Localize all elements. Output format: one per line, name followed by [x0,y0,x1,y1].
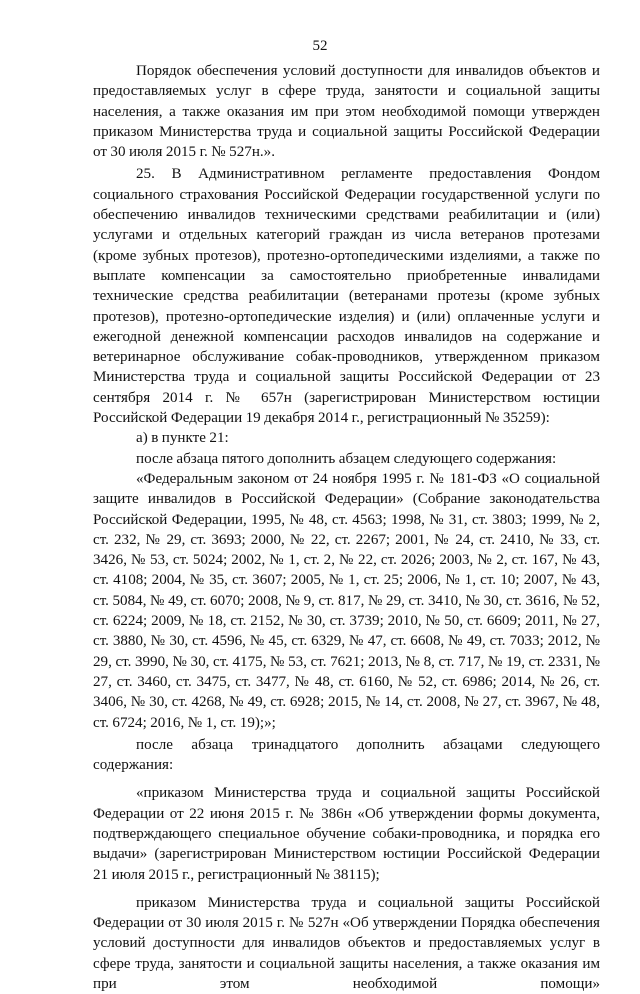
paragraph-procedure-approved: Порядок обеспечения условий доступности для инвалидов объектов и предоставляемых услуг в сфере труда, занятости и социальной защиты населения, а также оказания им при этом необходимой помощи утвержден приказом Министерства труда и социальной защиты Российской Федерации от 30 июля 2015 г. № 527н.». [93,63,600,161]
page-number: 52 [312,38,328,54]
paragraph-item-25: 25. В Административном регламенте предоставления Фондом социального страхования Российской Федерации государственной услуги по обеспечению инвалидов техническими средствами реабилитации и (или) услугами и отдельных категорий граждан из числа ветеранов протезами (кроме зубных протезов), протезно-ортопедическими изделиями, а также по выплате компенсации за самостоятельно приобретенные инвалидами технические средства реабилитации (ветеранами протезы (кроме зубных протезов), протезно-ортопедические изделия) и (или) оплаченные услуги и ежегодной денежной компенсации расходов инвалидов на содержание и ветеринарное обслуживание собак-проводников, утвержденном приказом Министерства труда и социальной защиты Российской Федерации от 23 сентября 2014 г. № 657н (зарегистрирован Министерством юстиции Российской Федерации 19 декабря 2014 г., регистрационный № 35259): [93,166,600,427]
paragraph-federal-law-citation: «Федеральным законом от 24 ноября 1995 г. № 181-ФЗ «О социальной защите инвалидов в Российской Федерации» (Собрание законодательства Российской Федерации, 1995, № 48, ст. 4563; 1998, № 31, ст. 3803; 1999, № 2, ст. 232, № 29, ст. 3693; 2000, № 22, ст. 2267; 2001, № 24, ст. 2410, № 33, ст. 3426, № 53, ст. 5024; 2002, № 1, ст. 2, № 22, ст. 2026; 2003, № 2, ст. 167, № 43, ст. 4108; 2004, № 35, ст. 3607; 2005, № 1, ст. 25; 2006, № 1, ст. 10; 2007, № 43, ст. 5084, № 49, ст. 6070; 2008, № 9, ст. 817, № 29, ст. 3410, № 30, ст. 3616, № 52, ст. 6224; 2009, № 18, ст. 2152, № 30, ст. 3739; 2010, № 50, ст. 6609; 2011, № 27, ст. 3880, № 30, ст. 4596, № 45, ст. 6329, № 47, ст. 6608, № 49, ст. 7033; 2012, № 29, ст. 3990, № 30, ст. 4175, № 53, ст. 7621; 2013, № 8, ст. 717, № 19, ст. 2331, № 27, ст. 3460, ст. 3475, ст. 3477, № 48, ст. 6160, № 52, ст. 6986; 2014, № 26, ст. 3406, № 30, ст. 4268, № 49, ст. 6928; 2015, № 14, ст. 2008, № 27, ст. 3967, № 48, ст. 6724; 2016, № 1, ст. 19);»; [93,470,600,731]
paragraph-after-thirteenth: после абзаца тринадцатого дополнить абзацами следующего содержания: [93,736,600,774]
paragraph-after-fifth: после абзаца пятого дополнить абзацем следующего содержания: [136,450,557,467]
paragraph-subitem-a: а) в пункте 21: [136,430,229,447]
document-body [93,61,600,994]
paragraph-order-386n: «приказом Министерства труда и социальной защиты Российской Федерации от 22 июня 2015 г. № 386н «Об утверждении формы документа, подтверждающего специальное обучение собаки-проводника, и порядка его выдачи» (зарегистрирован Министерством юстиции Российской Федерации 21 июля 2015 г., регистрационный № 38115); [93,785,600,883]
paragraph-order-527n: приказом Министерства труда и социальной защиты Российской Федерации от 30 июля 2015 г. № 527н «Об утверждении Порядка обеспечения условий доступности для инвалидов объектов и предоставляемых услуг в сфере труда, занятости и социальной защиты населения, а также оказания им при этом необходимой помощи» [93,894,600,993]
